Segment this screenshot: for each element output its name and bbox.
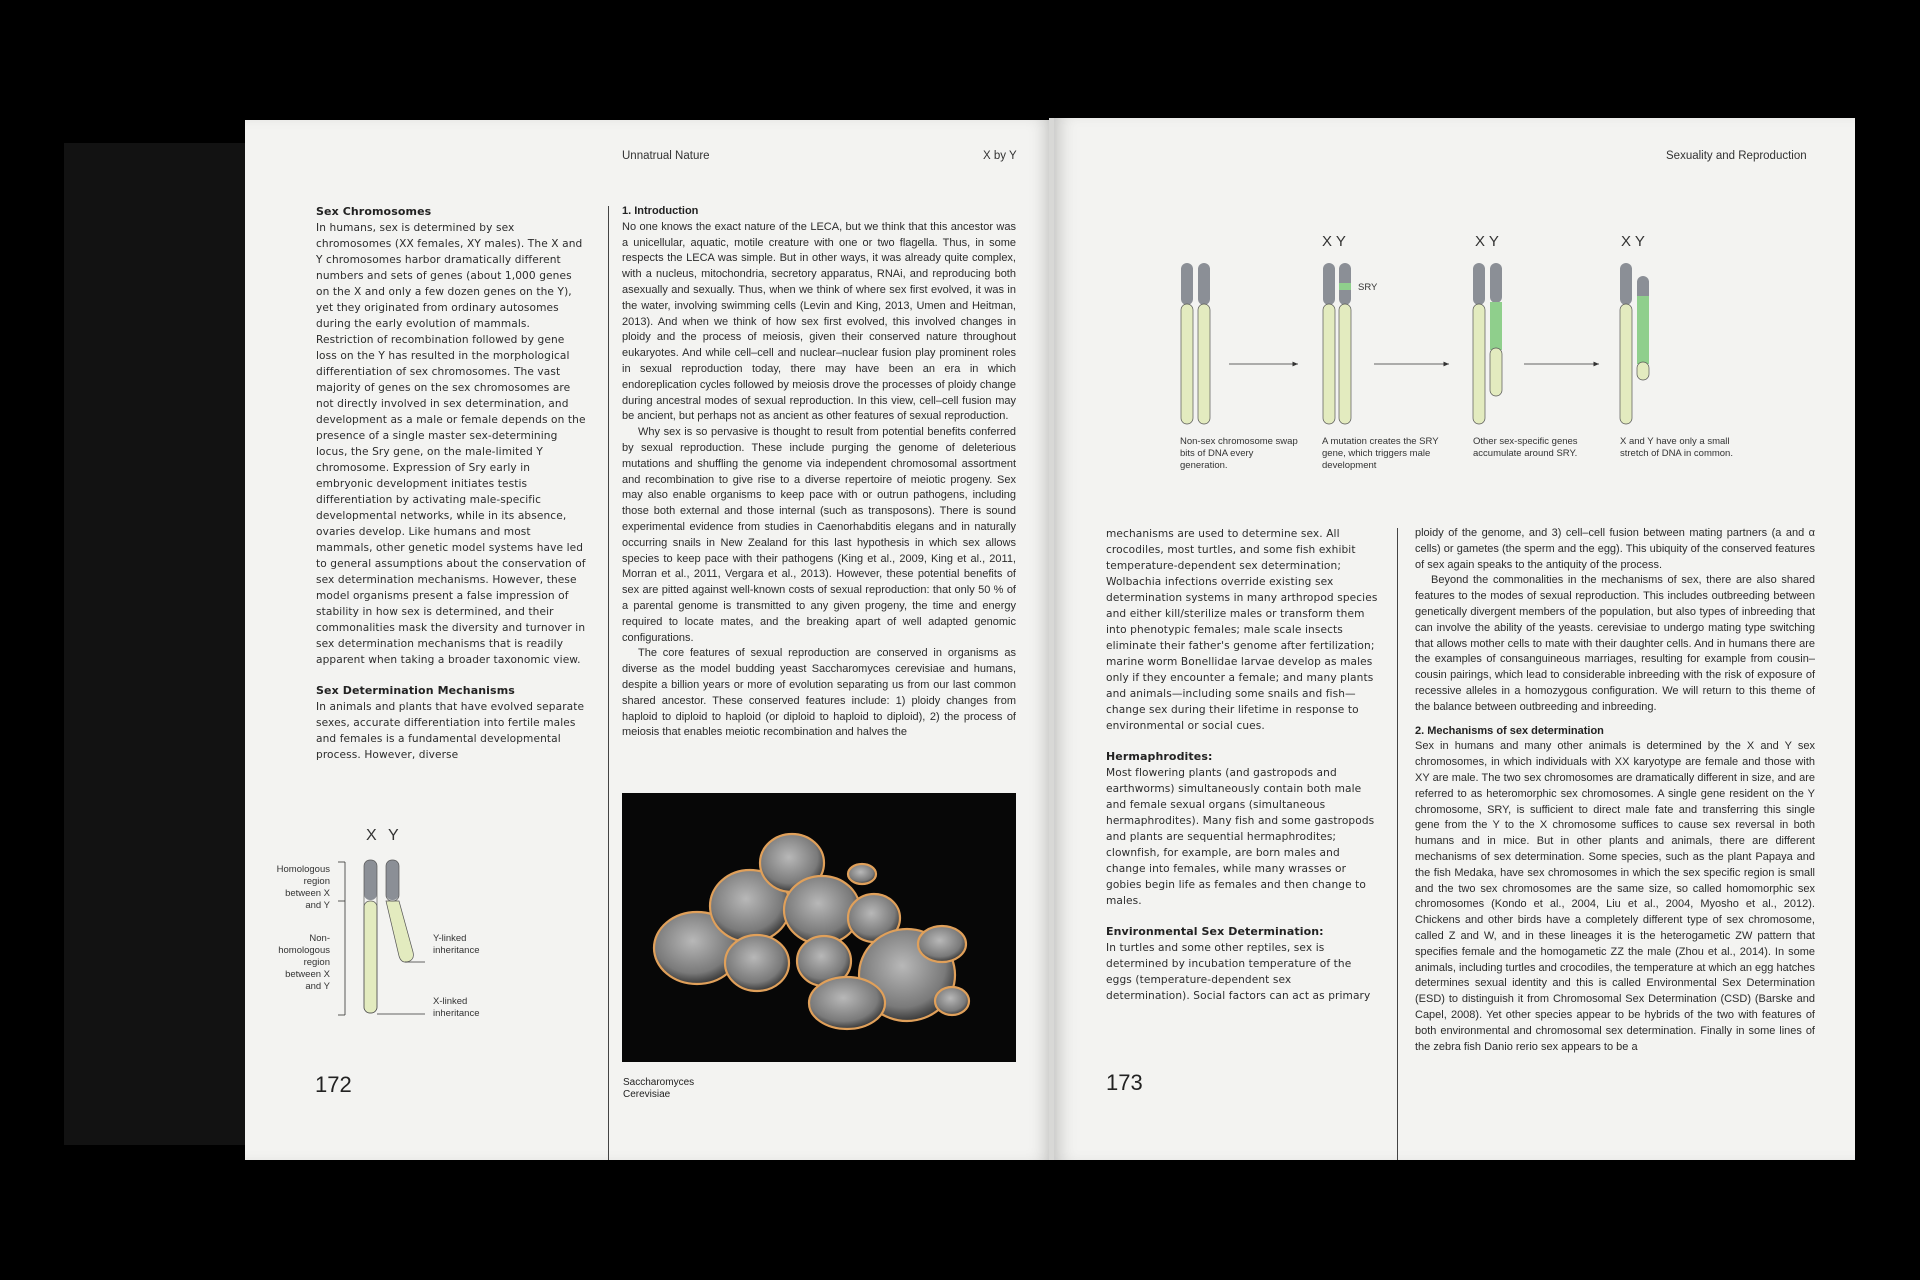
page-number-right: 173 (1106, 1070, 1143, 1095)
y-chromosome (386, 901, 413, 962)
right-column-1 (1106, 526, 1378, 1004)
paragraph: In humans, sex is determined by sex chromosomes (XX females, XY males). The X and Y chromosomes harbor dramatically different numbers and sets of genes (about 1,000 genes on the X and only a few dozen genes on the Y), yet they originated from ordinary autosomes during the early evolution of mammals. Restriction of recombination followed by gene loss on the Y has resulted in the morphological differentiation of sex chromosomes. The vast majority of genes on the sex chromosomes are not directly involved in sex determination, and development as a male or female depends on the presence of a single master sex-determining locus, the Sry gene, on the male-limited Y chromosome. Expression of Sry early in embryonic development initiates testis differentiation by activating male-specific developmental networks, while in its absence, ovaries develop. Like humans and most mammals, other genetic model systems have led to general assumptions about the conservation of sex determination mechanisms. However, these model organisms present a false impression of stability in how sex is determined, and their commonalities mask the diversity and turnover in sex determination mechanisms that is readily apparent when taking a broader taxonomic view. (316, 222, 586, 666)
paragraph: Beyond the commonalities in the mechanisms of sex, there are also shared features to the modes of sexual reproduction. This includes outbreeding between genetically divergent members of the population, but also types of inbreeding that can involve the ability of the yeasts. cerevisiae to undergo mating type switching that allows mother cells to mate with their daughter cells. And in humans there are the examples of consanguineous marriages, resulting for example from cousin–cousin pairings, which lead to considerable inbreeding with the risk of exposure of recessive alleles in a homozygous configuration. We will return to this theme of the balance between outbreeding and inbreeding. (1415, 574, 1815, 713)
photo-caption-line-1: Saccharomyces (623, 1077, 695, 1088)
column-rule (1397, 528, 1398, 1160)
running-header-right: Sexuality and Reproduction (1666, 150, 1807, 162)
photo-caption-line-2: Cerevisiae (623, 1089, 671, 1100)
heading-environmental-sex-determination: Environmental Sex Determination: (1106, 925, 1324, 938)
yeast-photo (622, 793, 1016, 1062)
non-homologous-region-label: Non-homologous region between X and Y (278, 933, 330, 992)
diagram-caption-3: Other sex-specific genes accumulate around SRY. (1473, 436, 1578, 459)
heading-introduction: 1. Introduction (622, 205, 699, 217)
stage-1-chromosomes (1181, 263, 1210, 424)
stage-4-chromosomes (1620, 263, 1649, 424)
left-page (245, 120, 1052, 1160)
paragraph: Why sex is so pervasive is thought to result from potential benefits conferred by sexual reproduction. These include purging the genome of deleterious mutations and shuffling the genome via independent chromosomal assortment and recombination to give rise to a diverse repertoire of meiotic progeny. Sex may also enable organisms to keep pace with or outrun pathogens, including those both external and those internal (such as transposons). There is sound experimental evidence from studies in Caenorhabditis elegans and in naturally occurring snails in New Zealand for this last hypothesis in which sex allows species to keep pace with their pathogens (King et al., 2009, King et al., 2011, Morran et al., 2011, Vergara et al., 2013). However, these potential benefits of sex are pitted against well-known costs of sexual reproduction: that only 50 % of a parental genome is transmitted to any given progeny, the time and energy required to locate mates, and the breaking apart of well adapted genomic configurations. (622, 426, 1016, 644)
running-header-title: X by Y (983, 150, 1017, 162)
y-linked-label: Y-linked inheritance (433, 933, 480, 956)
paragraph: In turtles and some other reptiles, sex is determined by incubation temperature of the eggs (temperature-dependent sex determination). Social factors can act as primary (1106, 942, 1371, 1002)
paragraph: No one knows the exact nature of the LECA, but we think that this ancestor was a unicellular, aquatic, motile creature with one or two flagella. Thus, in some respects the LECA was simple. But in other ways, it was already quite complex, with a nucleus, mitochondria, secretory apparatus, RNAi, and reproducing both asexually and sexually. Thus, when we think of where sex first evolved, it was in the water, involving swimming cells (Levin and King, 2013, Umen and Heitman, 2013). And when we think of how sex first evolved, this involved changes in ploidy and the process of meiosis, given their conserved nature throughout eukaryotes. And while cell–cell and nuclear–nuclear fusion play prominent roles in sexual reproduction today, there may have been an era in which endoreplication cycles followed by meiosis drove the processes of ploidy change during ancestral modes of sexual reproduction. In this view, cell–cell fusion may be ancient, but perhaps not as ancient as other features of sexual reproduction. (622, 220, 1016, 423)
x-homologous-segment (364, 860, 377, 900)
right-column-2 (1415, 526, 1815, 1055)
page-number-left: 172 (315, 1072, 352, 1097)
stage-2-chromosomes (1323, 263, 1351, 424)
heading-hermaphrodites: Hermaphrodites: (1106, 750, 1213, 763)
x-linked-label: X-linked inheritance (433, 996, 480, 1019)
diagram-caption-4: X and Y have only a small stretch of DNA in common. (1620, 436, 1733, 459)
heading-mechanisms-of-sex-determination: 2. Mechanisms of sex determination (1415, 724, 1604, 737)
column-rule (608, 206, 609, 1160)
left-column-2 (622, 204, 1016, 741)
paragraph: mechanisms are used to determine sex. All crocodiles, most turtles, and some fish exhibit temperature-dependent sex determination; Wolbachia infections override existing sex determination systems in many arthropod species and either kill/sterilize males or transform them into phenotypic females; male scale insects eliminate their father's genome after fertilization; marine worm Bonellidae larvae develop as males only if they encounter a female; and many plants and animals—including some snails and fish—change sex during their lifetime in response to environmental or social cues. (1106, 528, 1378, 732)
paragraph: The core features of sexual reproduction are conserved in organisms as diverse as the model budding yeast Saccharomyces cerevisiae and humans, despite a billion years or more of evolution separating us from our last common shared ancestor. These conserved features include: 1) ploidy changes from haploid to diploid to haploid (or diploid to haploid to diploid), 2) the process of meiosis that enables meiotic recombination and halves the (622, 647, 1016, 739)
running-header-left: Unnatrual Nature (622, 150, 710, 162)
xy-evolution-diagram (1054, 118, 1855, 558)
x-chromosome (364, 901, 377, 1013)
sry-label: SRY (1358, 282, 1378, 293)
heading-sex-chromosomes: Sex Chromosomes (316, 205, 432, 218)
right-page (1054, 118, 1855, 1160)
paragraph: In animals and plants that have evolved separate sexes, accurate differentiation into fertile males and females is a fundamental developmental process. However, diverse (316, 701, 585, 761)
stage-3-chromosomes (1473, 263, 1502, 424)
diagram-caption-2: A mutation creates the SRY gene, which triggers male development (1322, 436, 1439, 471)
y-chromosome-label: Y (388, 827, 399, 844)
y-homologous-segment (386, 860, 399, 900)
stage-2-xy-label: X Y (1322, 233, 1346, 250)
stage-3-xy-label: X Y (1475, 233, 1499, 250)
x-chromosome-label: X (366, 827, 377, 844)
paragraph: Sex in humans and many other animals is determined by the X and Y sex chromosomes, in which individuals with XX karyotype are female and those with XY are male. The two sex chromosomes are dramatically different in size, and are referred to as heteromorphic sex chromosomes. A single gene resident on the Y chromosome, SRY, is sufficient to direct male fate and transferring this single gene from the Y to the X chromosome suffices to cause sex reversal in both humans and in mice. But in other plants and animals, there are different mechanisms of sex determination. Some species, such as the plant Papaya and the fish Medaka, have sex chromosomes in which the sex specific region is small and the two sex chromosomes are the same size, so called homomorphic sex chromosomes (Kondo et al., 2004, Liu et al., 2004, Myosho et al., 2012). Chickens and other birds have a completely different type of sex chromosome, called Z and W, and in these lineages it is the heterogametic ZW pattern that specifies female and the homogametic ZZ the male (Zhou et al., 2014). In some animals, including turtles and crocodiles, the temperature at which an egg hatches determines sexual identity and this is called Environmental Sex Determination (ESD) to distinguish it from Chromosomal Sex Determination (CSD) (Barske and Capel, 2008). Yet other species appear to be hybrids of the two with features of both environmental and chromosomal sex determination. Finally in some lines of the zebra fish Danio rerio sex appears to be a (1415, 740, 1815, 1053)
heading-sex-determination-mechanisms: Sex Determination Mechanisms (316, 684, 515, 697)
stage-4-xy-label: X Y (1621, 233, 1645, 250)
paragraph: ploidy of the genome, and 3) cell–cell fusion between mating partners (a and α cells) or gametes (the sperm and the egg). This ubiquity of the conserved features of sex again speaks to the antiquity of the process. (1415, 527, 1815, 571)
diagram-caption-1: Non-sex chromosome swap bits of DNA every generation. (1180, 436, 1298, 471)
book-shadow (64, 143, 254, 1145)
photo-caption (623, 1077, 694, 1101)
paragraph: Most flowering plants (and gastropods and earthworms) simultaneously contain both male and female sexual organs (simultaneous hermaphrodites). Many fish and some gastropods and plants are sequential hermaphrodites; clownfish, for example, are born males and change into females, while many wrasses or gobies begin life as females and then change to males. (1106, 767, 1375, 907)
homologous-region-label: Homologous region between X and Y (276, 864, 330, 911)
